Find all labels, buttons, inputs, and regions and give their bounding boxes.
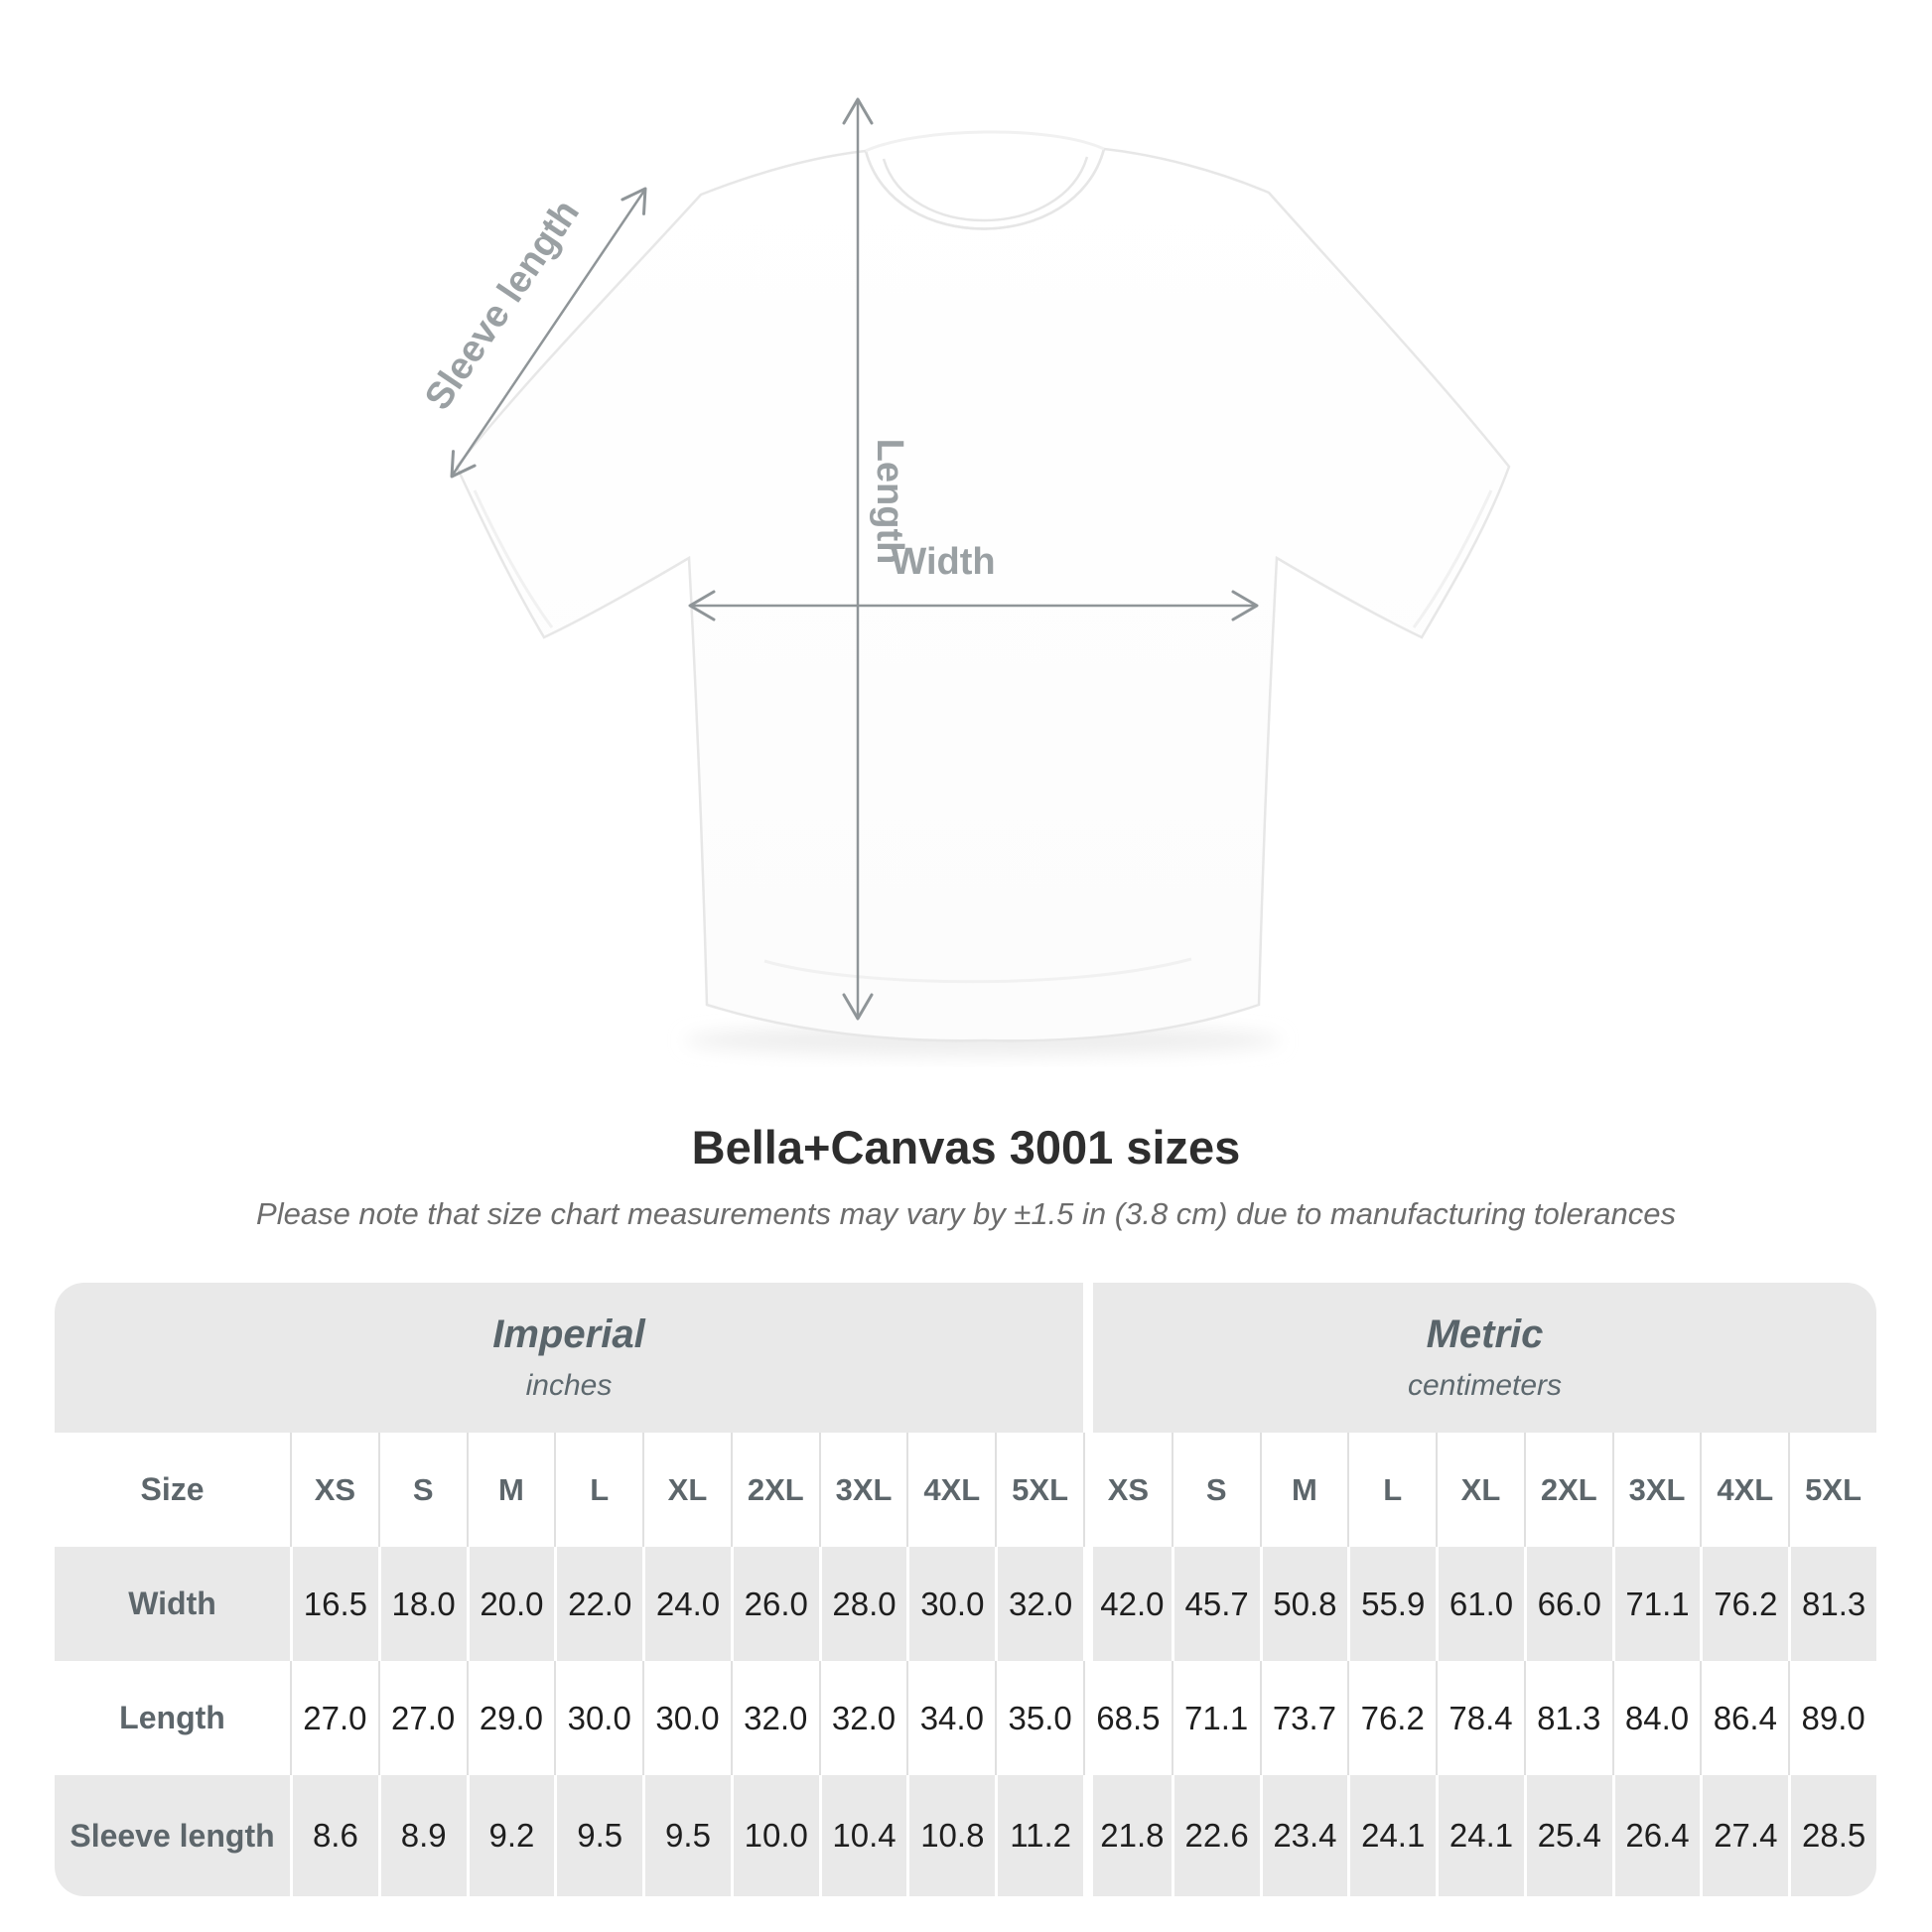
value-sleeve-length-imperial-3xl: 10.4 — [819, 1775, 907, 1896]
size-header-metric-m: M — [1260, 1433, 1348, 1547]
value-sleeve-length-imperial-5xl: 11.2 — [995, 1775, 1083, 1896]
imperial-unit-label: inches — [525, 1369, 613, 1402]
size-header-imperial-s: S — [378, 1433, 467, 1547]
row-label-sleeve-length: Sleeve length — [55, 1775, 290, 1896]
value-sleeve-length-imperial-xs: 8.6 — [290, 1775, 378, 1896]
size-header-imperial-m: M — [467, 1433, 555, 1547]
value-width-metric-xs: 42.0 — [1083, 1547, 1172, 1661]
size-header-metric-4xl: 4XL — [1700, 1433, 1788, 1547]
heading-block — [0, 1120, 1932, 1232]
value-length-metric-l: 76.2 — [1347, 1661, 1436, 1775]
row-label-width: Width — [55, 1547, 290, 1661]
size-header-imperial-xs: XS — [290, 1433, 378, 1547]
size-header-metric-2xl: 2XL — [1524, 1433, 1612, 1547]
size-header-metric-3xl: 3XL — [1612, 1433, 1701, 1547]
value-length-metric-5xl: 89.0 — [1788, 1661, 1876, 1775]
value-length-imperial-xs: 27.0 — [290, 1661, 378, 1775]
value-sleeve-length-imperial-s: 8.9 — [378, 1775, 467, 1896]
size-header-imperial-3xl: 3XL — [819, 1433, 907, 1547]
value-length-metric-m: 73.7 — [1260, 1661, 1348, 1775]
page-title: Bella+Canvas 3001 sizes — [691, 1121, 1241, 1173]
value-width-imperial-5xl: 32.0 — [995, 1547, 1083, 1661]
size-header-imperial-2xl: 2XL — [731, 1433, 819, 1547]
imperial-label: Imperial — [492, 1312, 645, 1356]
size-header-metric-xs: XS — [1083, 1433, 1172, 1547]
value-sleeve-length-metric-m: 23.4 — [1260, 1775, 1348, 1896]
value-sleeve-length-metric-l: 24.1 — [1347, 1775, 1436, 1896]
value-width-metric-s: 45.7 — [1172, 1547, 1260, 1661]
value-sleeve-length-imperial-l: 9.5 — [554, 1775, 642, 1896]
value-width-imperial-xs: 16.5 — [290, 1547, 378, 1661]
metric-unit-label: centimeters — [1407, 1369, 1563, 1402]
value-width-metric-5xl: 81.3 — [1788, 1547, 1876, 1661]
value-sleeve-length-metric-s: 22.6 — [1172, 1775, 1260, 1896]
size-header-imperial-xl: XL — [642, 1433, 731, 1547]
page-subtitle: Please note that size chart measurements may vary by ±1.5 in (3.8 cm) due to manufacturing tolerances — [256, 1196, 1676, 1231]
value-length-metric-2xl: 81.3 — [1524, 1661, 1612, 1775]
value-width-imperial-4xl: 30.0 — [906, 1547, 995, 1661]
value-length-metric-4xl: 86.4 — [1700, 1661, 1788, 1775]
length-label: Length — [869, 438, 910, 565]
value-sleeve-length-imperial-m: 9.2 — [467, 1775, 555, 1896]
value-length-imperial-l: 30.0 — [554, 1661, 642, 1775]
size-header-imperial-4xl: 4XL — [906, 1433, 995, 1547]
value-width-metric-l: 55.9 — [1347, 1547, 1436, 1661]
size-table — [55, 1283, 1876, 1896]
size-column-header: Size — [55, 1433, 290, 1547]
size-header-metric-l: L — [1347, 1433, 1436, 1547]
value-length-imperial-3xl: 32.0 — [819, 1661, 907, 1775]
value-length-imperial-xl: 30.0 — [642, 1661, 731, 1775]
value-sleeve-length-metric-2xl: 25.4 — [1524, 1775, 1612, 1896]
metric-label: Metric — [1426, 1312, 1544, 1356]
value-sleeve-length-imperial-4xl: 10.8 — [906, 1775, 995, 1896]
value-width-imperial-l: 22.0 — [554, 1547, 642, 1661]
size-header-metric-s: S — [1172, 1433, 1260, 1547]
value-width-metric-xl: 61.0 — [1436, 1547, 1524, 1661]
value-length-metric-xl: 78.4 — [1436, 1661, 1524, 1775]
size-header-metric-5xl: 5XL — [1788, 1433, 1876, 1547]
sleeve-length-label: Sleeve length — [417, 192, 588, 418]
value-width-metric-3xl: 71.1 — [1612, 1547, 1701, 1661]
value-length-imperial-5xl: 35.0 — [995, 1661, 1083, 1775]
value-width-metric-4xl: 76.2 — [1700, 1547, 1788, 1661]
value-length-metric-3xl: 84.0 — [1612, 1661, 1701, 1775]
value-length-metric-xs: 68.5 — [1083, 1661, 1172, 1775]
value-width-imperial-xl: 24.0 — [642, 1547, 731, 1661]
tshirt-body — [457, 149, 1509, 1040]
width-label: Width — [891, 541, 996, 583]
size-header-imperial-5xl: 5XL — [995, 1433, 1083, 1547]
value-sleeve-length-metric-5xl: 28.5 — [1788, 1775, 1876, 1896]
value-sleeve-length-imperial-2xl: 10.0 — [731, 1775, 819, 1896]
value-length-metric-s: 71.1 — [1172, 1661, 1260, 1775]
value-width-imperial-2xl: 26.0 — [731, 1547, 819, 1661]
value-width-imperial-m: 20.0 — [467, 1547, 555, 1661]
imperial-header-band — [55, 1283, 1083, 1433]
value-length-imperial-m: 29.0 — [467, 1661, 555, 1775]
value-width-metric-2xl: 66.0 — [1524, 1547, 1612, 1661]
value-sleeve-length-imperial-xl: 9.5 — [642, 1775, 731, 1896]
collar-back — [866, 132, 1104, 151]
value-width-imperial-3xl: 28.0 — [819, 1547, 907, 1661]
value-sleeve-length-metric-4xl: 27.4 — [1700, 1775, 1788, 1896]
row-label-length: Length — [55, 1661, 290, 1775]
value-width-imperial-s: 18.0 — [378, 1547, 467, 1661]
value-length-imperial-4xl: 34.0 — [906, 1661, 995, 1775]
size-header-imperial-l: L — [554, 1433, 642, 1547]
value-sleeve-length-metric-xs: 21.8 — [1083, 1775, 1172, 1896]
metric-header-band — [1083, 1283, 1876, 1433]
value-length-imperial-s: 27.0 — [378, 1661, 467, 1775]
value-length-imperial-2xl: 32.0 — [731, 1661, 819, 1775]
value-sleeve-length-metric-xl: 24.1 — [1436, 1775, 1524, 1896]
size-header-metric-xl: XL — [1436, 1433, 1524, 1547]
value-sleeve-length-metric-3xl: 26.4 — [1612, 1775, 1701, 1896]
value-width-metric-m: 50.8 — [1260, 1547, 1348, 1661]
